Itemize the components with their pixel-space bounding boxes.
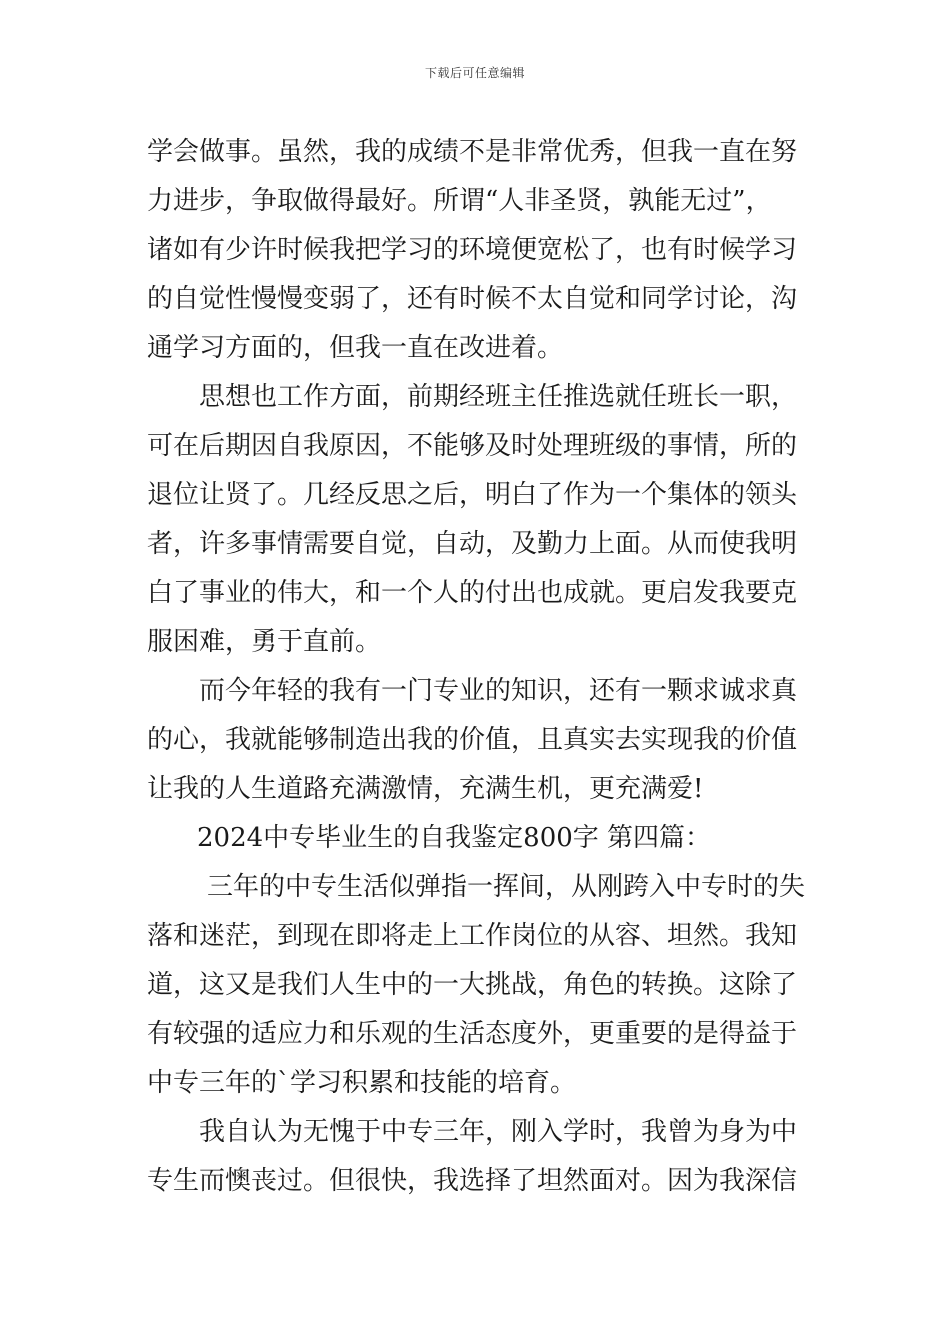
text-line: 让我的人生道路充满激情，充满生机，更充满爱! <box>147 774 704 804</box>
text-line: 而今年轻的我有一门专业的知识，还有一颗求诚求真 <box>199 676 798 706</box>
text-line: 力进步，争取做得最好。所谓“人非圣贤，孰能无过”， <box>147 186 772 216</box>
text-line: 者，许多事情需要自觉，自动，及勤力上面。从而使我明 <box>147 529 798 559</box>
text-line: 白了事业的伟大，和一个人的付出也成就。更启发我要克 <box>147 578 798 608</box>
document-body <box>147 128 807 1206</box>
text-line: 落和迷茫，到现在即将走上工作岗位的从容、坦然。我知 <box>147 921 798 951</box>
text-line: 有较强的适应力和乐观的生活态度外，更重要的是得益于 <box>147 1019 798 1049</box>
text-line: 服困难，勇于直前。 <box>147 627 382 657</box>
text-line: 的自觉性慢慢变弱了，还有时候不太自觉和同学讨论，沟 <box>147 284 798 314</box>
section-heading: 2024中专毕业生的自我鉴定800字 第四篇： <box>197 823 712 853</box>
text-line: 退位让贤了。几经反思之后，明白了作为一个集体的领头 <box>147 480 798 510</box>
page-header: 下载后可任意编辑 <box>424 66 525 80</box>
text-line: 诸如有少许时候我把学习的环境便宽松了，也有时候学习 <box>147 235 798 265</box>
text-line: 专生而懊丧过。但很快，我选择了坦然面对。因为我深信 <box>147 1166 798 1196</box>
text-line: 学会做事。虽然，我的成绩不是非常优秀，但我一直在努 <box>147 137 798 167</box>
text-line: 思想也工作方面，前期经班主任推选就任班长一职， <box>199 382 798 412</box>
text-line: 道，这又是我们人生中的一大挑战，角色的转换。这除了 <box>147 970 798 1000</box>
text-line: 我自认为无愧于中专三年，刚入学时，我曾为身为中 <box>199 1117 798 1147</box>
text-line: 通学习方面的，但我一直在改进着。 <box>147 333 564 363</box>
text-line: 三年的中专生活似弹指一挥间，从刚跨入中专时的失 <box>207 872 806 902</box>
text-line: 可在后期因自我原因，不能够及时处理班级的事情，所的 <box>147 431 798 461</box>
text-line: 中专三年的`学习积累和技能的培育。 <box>147 1068 577 1098</box>
text-line: 的心，我就能够制造出我的价值，且真实去实现我的价值 <box>147 725 798 755</box>
